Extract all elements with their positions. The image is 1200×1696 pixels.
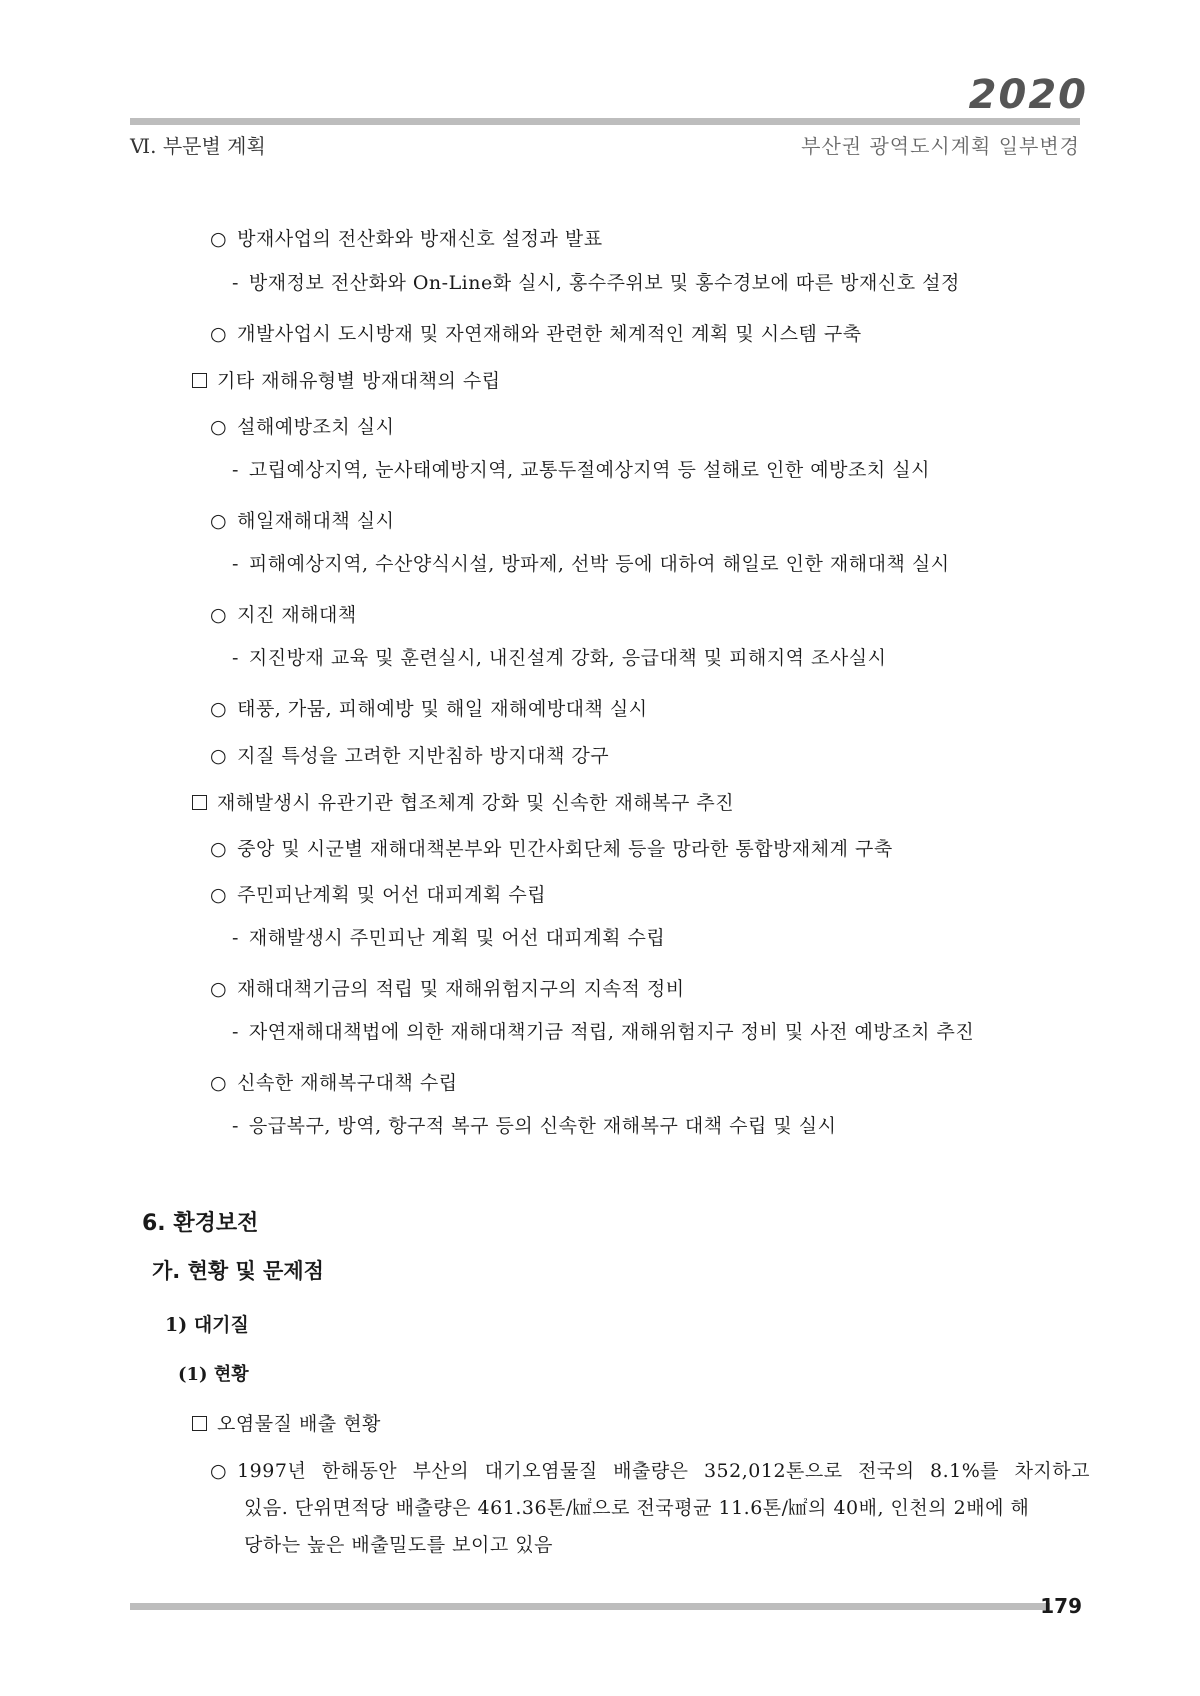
section-heading: 6. 환경보전: [142, 1211, 259, 1236]
header-rule: [130, 118, 1080, 125]
list-item: [232, 549, 950, 576]
item-text: 피해예상지역, 수산양식시설, 방파제, 선박 등에 대하여 해일로 인한 재해대책 실시: [248, 553, 950, 575]
square-bullet-icon: [192, 795, 207, 810]
page-number: 179: [1040, 1594, 1082, 1618]
list-item: [232, 1017, 974, 1044]
list-item: [210, 694, 648, 721]
circle-bullet: ○: [210, 1460, 228, 1482]
list-item: [210, 974, 685, 1001]
circle-bullet: ○: [210, 323, 228, 345]
list-item: [210, 224, 603, 251]
item-text: 태풍, 가뭄, 피해예방 및 해일 재해예방대책 실시: [237, 698, 648, 720]
item-text: 재해대책기금의 적립 및 재해위험지구의 지속적 정비: [237, 978, 685, 1000]
subtopic-heading: (1) 현황: [178, 1364, 249, 1385]
chapter-title: Ⅵ. 부문별 계획: [130, 134, 266, 158]
subsection-heading: 가. 현황 및 문제점: [152, 1259, 324, 1283]
list-item: [210, 319, 862, 346]
circle-bullet: ○: [210, 604, 228, 626]
item-text: 자연재해대책법에 의한 재해대책기금 적립, 재해위험지구 정비 및 사전 예방조치 추진: [248, 1021, 975, 1043]
list-item: [232, 923, 665, 950]
paragraph-line: 있음. 단위면적당 배출량은 461.36톤/㎢으로 전국평균 11.6톤/㎢의 40배, 인천의 2배에 해: [244, 1497, 1030, 1519]
item-text: 재해발생시 주민피난 계획 및 어선 대피계획 수립: [248, 927, 666, 949]
list-item: [210, 506, 394, 533]
item-text: 중앙 및 시군별 재해대책본부와 민간사회단체 등을 망라한 통합방재체계 구축: [237, 838, 893, 860]
circle-bullet: ○: [210, 698, 228, 720]
topic-heading: 1) 대기질: [165, 1314, 249, 1336]
item-text: 주민피난계획 및 어선 대피계획 수립: [237, 884, 547, 906]
list-item: [192, 366, 501, 393]
list-item: [192, 788, 734, 815]
dash-bullet: -: [232, 647, 239, 669]
list-item: [232, 455, 930, 482]
dash-bullet: -: [232, 272, 239, 294]
item-text: 방재정보 전산화와 On-Line화 실시, 홍수주위보 및 홍수경보에 따른 방재신호 설정: [248, 272, 960, 294]
list-item: [210, 600, 357, 627]
square-bullet-icon: [192, 1416, 207, 1431]
item-text: 방재사업의 전산화와 방재신호 설정과 발표: [237, 228, 603, 250]
item-text: 개발사업시 도시방재 및 자연재해와 관련한 체계적인 계획 및 시스템 구축: [237, 323, 862, 345]
circle-bullet: ○: [210, 510, 228, 532]
item-text: 고립예상지역, 눈사태예방지역, 교통두절예상지역 등 설해로 인한 예방조치 실시: [248, 459, 930, 481]
circle-bullet: ○: [210, 745, 228, 767]
item-text: 응급복구, 방역, 항구적 복구 등의 신속한 재해복구 대책 수립 및 실시: [248, 1115, 837, 1137]
paragraph-text: 1997년 한해동안 부산의 대기오염물질 배출량은 352,012톤으로 전국의 8.1%를 차지하고: [237, 1460, 1090, 1482]
circle-bullet: ○: [210, 838, 228, 860]
list-item: [232, 643, 886, 670]
plan-title: 부산권 광역도시계획 일부변경: [801, 134, 1080, 158]
item-text: 해일재해대책 실시: [237, 510, 395, 532]
item-text: 오염물질 배출 현황: [217, 1413, 381, 1435]
footer-rule: [130, 1603, 1050, 1610]
dash-bullet: -: [232, 1115, 239, 1137]
circle-bullet: ○: [210, 884, 228, 906]
list-item: [210, 880, 546, 907]
circle-bullet: ○: [210, 1072, 228, 1094]
item-text: 재해발생시 유관기관 협조체계 강화 및 신속한 재해복구 추진: [217, 792, 735, 814]
list-item: [210, 834, 893, 861]
item-text: 지질 특성을 고려한 지반침하 방지대책 강구: [237, 745, 610, 767]
paragraph-line: 당하는 높은 배출밀도를 보이고 있음: [244, 1534, 553, 1556]
paragraph-line: [210, 1453, 1090, 1490]
list-item: [210, 741, 609, 768]
item-text: 설해예방조치 실시: [237, 416, 395, 438]
item-text: 지진 재해대책: [237, 604, 357, 626]
circle-bullet: ○: [210, 978, 228, 1000]
circle-bullet: ○: [210, 228, 228, 250]
list-item: [232, 1111, 836, 1138]
list-item: [232, 268, 960, 295]
list-item: [210, 412, 394, 439]
square-bullet-icon: [192, 373, 207, 388]
dash-bullet: -: [232, 1021, 239, 1043]
item-text: 신속한 재해복구대책 수립: [237, 1072, 458, 1094]
dash-bullet: -: [232, 553, 239, 575]
paragraph: [210, 1453, 1090, 1564]
dash-bullet: -: [232, 459, 239, 481]
year-label: 2020: [968, 72, 1088, 118]
item-text: 지진방재 교육 및 훈련실시, 내진설계 강화, 응급대책 및 피해지역 조사실시: [248, 647, 887, 669]
item-text: 기타 재해유형별 방재대책의 수립: [217, 370, 501, 392]
list-item: [192, 1409, 381, 1436]
list-item: [210, 1068, 458, 1095]
dash-bullet: -: [232, 927, 239, 949]
circle-bullet: ○: [210, 416, 228, 438]
